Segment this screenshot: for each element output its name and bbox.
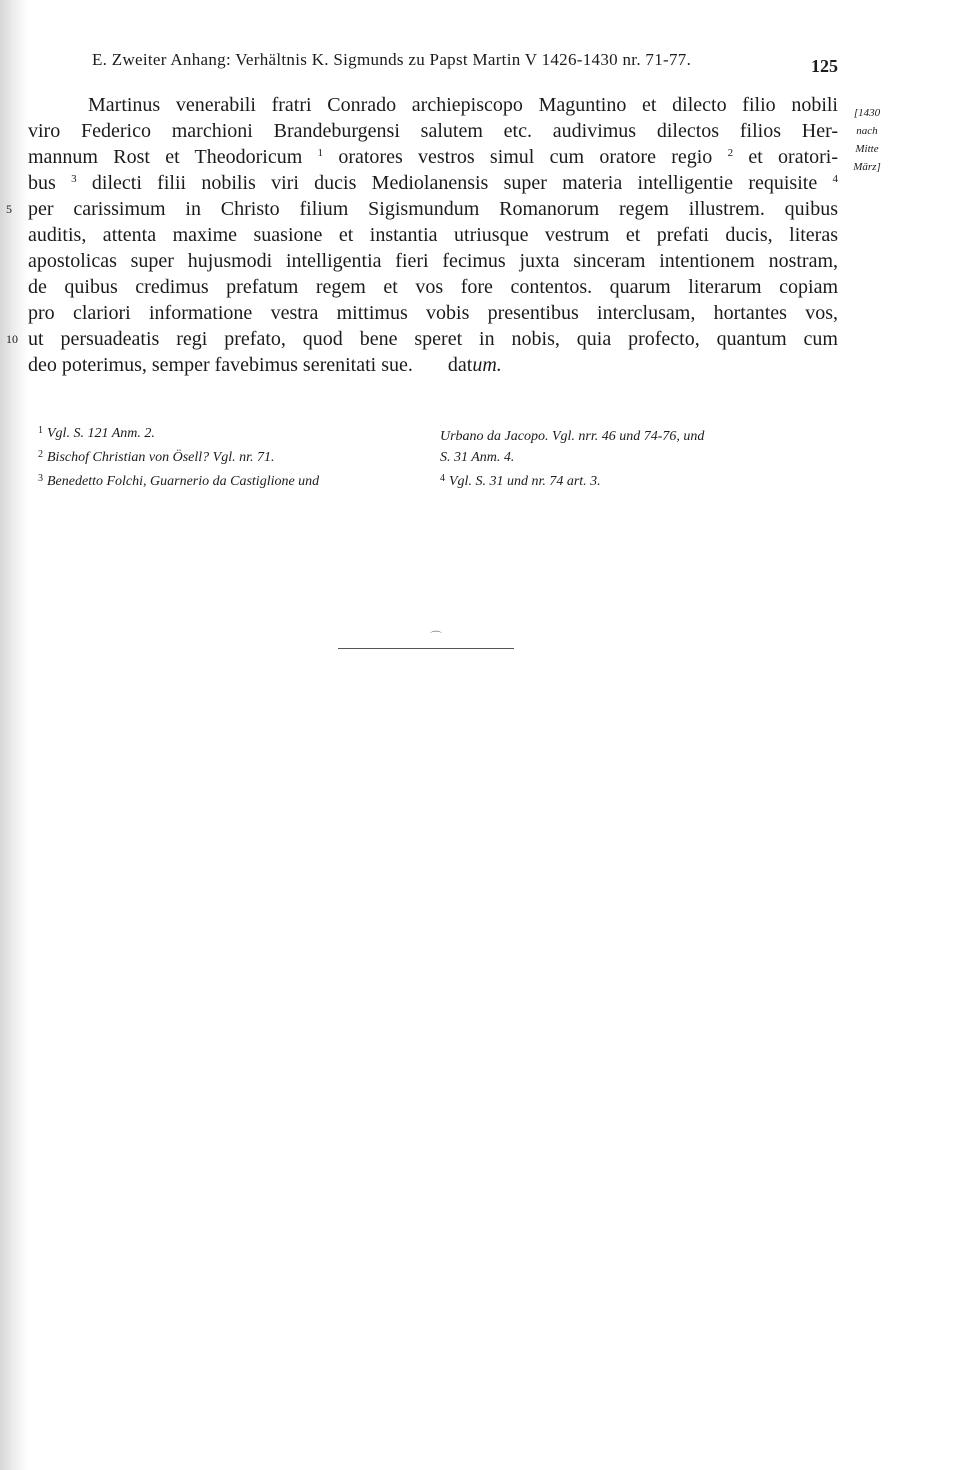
footnote-3-continued: S. 31 Anm. 4. <box>440 450 515 465</box>
footnote-1 <box>38 420 418 444</box>
footnote-ref: 3 <box>71 173 77 185</box>
text-line <box>28 118 838 144</box>
footnote-4 <box>440 468 840 492</box>
margin-date-note <box>844 104 890 176</box>
line-number: 10 <box>6 332 18 346</box>
text-span: deo poterimus, semper favebimus serenitati sue. <box>28 354 413 376</box>
footnote-mark: 4 <box>440 473 445 484</box>
text-span: bus <box>28 172 56 194</box>
margin-note-line: nach <box>856 125 878 137</box>
margin-note-line: [1430 <box>853 107 881 119</box>
footnote-2 <box>38 444 418 468</box>
margin-note-line: März] <box>853 161 881 173</box>
line-number: 5 <box>6 202 12 216</box>
footnotes-right-column <box>440 426 840 492</box>
section-end-ornament: ⌒ <box>430 630 443 644</box>
text-line <box>28 352 838 378</box>
footnote-ref: 1 <box>317 147 324 159</box>
letter-body <box>6 92 839 378</box>
text-line <box>6 196 838 222</box>
section-end-rule <box>338 648 514 649</box>
text-span: de quibus credimus prefatum regem et vos fore contentos. quarum literarum copiam <box>28 276 838 298</box>
header-title: E. Zweiter Anhang: Verhältnis K. Sigmunds zu Papst Martin V 1426-1430 nr. 71-77. <box>92 50 692 69</box>
text-span: auditis, attenta maxime suasione et instantia utriusque vestrum et prefati ducis, literas <box>28 224 838 246</box>
margin-note-line: Mitte <box>855 143 879 155</box>
text-span: Martinus venerabili fratri Conrado archiepiscopo Maguntino et dilecto filio nobili <box>88 94 838 116</box>
text-span-italic: um. <box>472 354 502 376</box>
page-number: 125 <box>811 56 838 76</box>
text-span: et oratori- <box>748 146 839 168</box>
footnote-3-continued: Urbano da Jacopo. Vgl. nrr. 46 und 74-76, und <box>440 429 705 444</box>
text-span: mannum Rost et Theodoricum <box>28 146 303 168</box>
closing-date-word <box>448 354 502 376</box>
footnote-3 <box>38 468 418 492</box>
footnote-ref: 2 <box>727 147 734 159</box>
text-line <box>28 170 838 196</box>
text-line <box>28 248 838 274</box>
text-line <box>28 274 838 300</box>
footnote-mark: 3 <box>38 473 43 484</box>
text-span: pro clariori informatione vestra mittimus vobis presentibus interclusam, hortantes vos, <box>28 302 838 324</box>
text-span: dat <box>447 354 473 376</box>
footnote-ref: 4 <box>832 173 838 185</box>
text-line <box>28 144 838 170</box>
text-span: apostolicas super hujusmodi intelligentia fieri fecimus juxta sinceram intentionem nostram, <box>28 250 838 272</box>
footnote-text: Vgl. S. 31 und nr. 74 art. 3. <box>449 474 601 489</box>
text-span: dilecti filii nobilis viri ducis Mediolanensis super materia intelligentie requisite <box>91 172 818 194</box>
text-span: oratores vestros simul cum oratore regio <box>338 146 713 168</box>
footnote-text: Vgl. S. 121 Anm. 2. <box>47 426 155 441</box>
footnote-mark: 2 <box>38 449 43 460</box>
running-header <box>92 50 838 80</box>
text-line <box>28 222 838 248</box>
footnote-text: Benedetto Folchi, Guarnerio da Castiglione und <box>47 474 320 489</box>
text-line <box>28 300 838 326</box>
text-span: viro Federico marchioni Brandeburgensi salutem etc. audivimus dilectos filios Her- <box>28 120 838 142</box>
text-span: ut persuadeatis regi prefato, quod bene speret in nobis, quia profecto, quantum cum <box>28 328 838 350</box>
footnotes-left-column <box>38 420 418 492</box>
text-span: per carissimum in Christo filium Sigismundum Romanorum regem illustrem. quibus <box>28 198 838 220</box>
page-scan-shadow <box>0 0 28 1470</box>
text-line <box>6 326 838 352</box>
footnote-mark: 1 <box>38 425 43 436</box>
text-line <box>28 92 838 118</box>
footnote-text: Bischof Christian von Ösell? Vgl. nr. 71. <box>47 450 275 465</box>
